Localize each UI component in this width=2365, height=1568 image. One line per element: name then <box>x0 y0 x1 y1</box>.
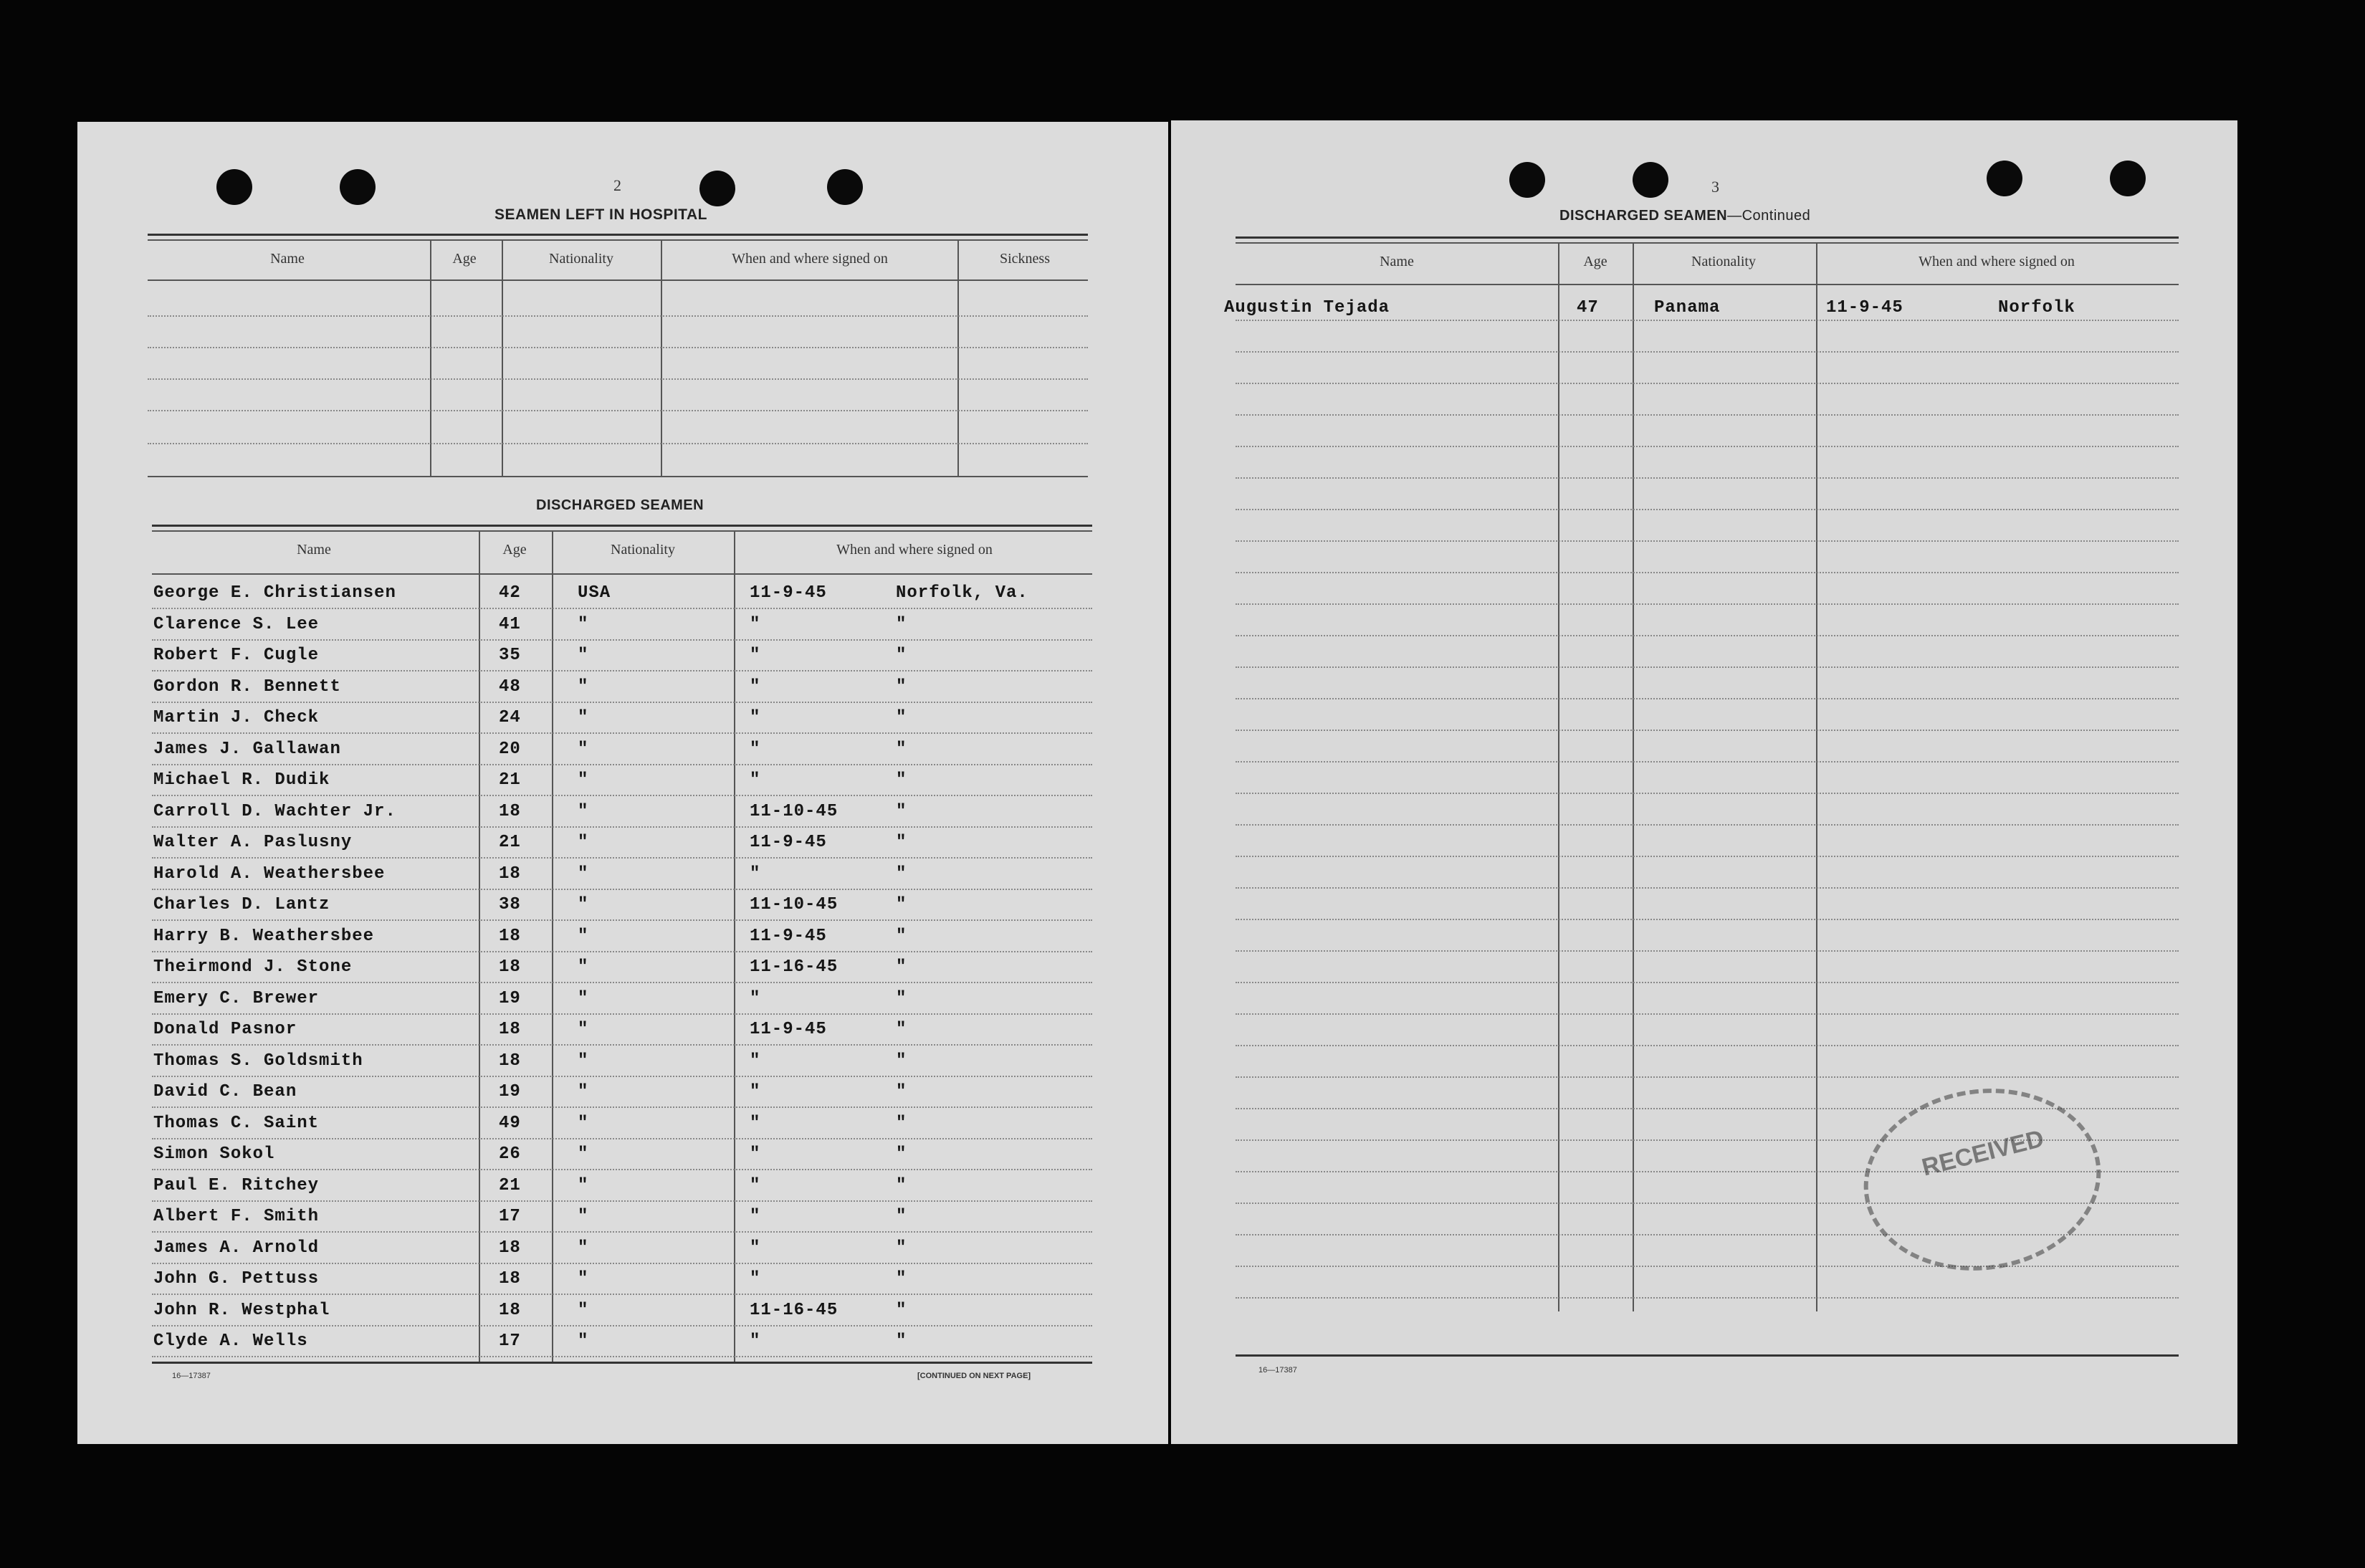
col-header-age: Age <box>452 251 477 267</box>
row-line <box>1236 1266 2179 1267</box>
date-cell: 11-9-45 <box>750 583 827 603</box>
row-line <box>1236 1045 2179 1046</box>
name-cell: Charles D. Lantz <box>153 895 330 914</box>
age-cell: 19 <box>499 1082 521 1101</box>
row-line <box>1236 793 2179 794</box>
age-cell: 24 <box>499 708 521 727</box>
nationality-cell: " <box>578 1300 589 1320</box>
row-line <box>1236 1076 2179 1078</box>
name-cell: Martin J. Check <box>153 708 320 727</box>
date-cell: 11-9-45 <box>750 926 827 946</box>
rule <box>957 241 959 477</box>
rule <box>152 1362 1092 1364</box>
row-line <box>152 1013 1092 1015</box>
punch-hole <box>827 169 863 205</box>
nationality-cell: " <box>578 614 589 634</box>
place-cell: " <box>896 1020 907 1039</box>
place-cell: " <box>896 895 907 914</box>
rule <box>148 279 1088 281</box>
row-line <box>1236 761 2179 763</box>
row-line <box>152 1325 1092 1326</box>
col-header-nationality: Nationality <box>549 251 613 267</box>
row-line <box>152 919 1092 921</box>
row-line <box>1236 320 2179 321</box>
nationality-cell: " <box>578 1020 589 1039</box>
place-cell: " <box>896 926 907 946</box>
name-cell: Harold A. Weathersbee <box>153 864 386 884</box>
col-header-name: Name <box>1380 254 1414 269</box>
place-cell: " <box>896 1207 907 1226</box>
col-header-signed-on: When and where signed on <box>836 542 993 558</box>
row-line <box>1236 887 2179 889</box>
row-line <box>152 1044 1092 1046</box>
nationality-cell: " <box>578 1269 589 1289</box>
row-line <box>148 443 1088 444</box>
row-line <box>152 1231 1092 1233</box>
name-cell: James A. Arnold <box>153 1238 320 1258</box>
rule <box>152 573 1092 575</box>
punch-hole <box>699 171 735 206</box>
nationality-cell: " <box>578 1332 589 1351</box>
place-cell: " <box>896 677 907 697</box>
age-cell: 18 <box>499 926 521 946</box>
place-cell: " <box>896 614 907 634</box>
nationality-cell: Panama <box>1654 298 1721 317</box>
heading-suffix: —Continued <box>1727 208 1811 224</box>
date-cell: " <box>750 770 761 790</box>
place-cell: " <box>896 1113 907 1133</box>
nationality-cell: " <box>578 988 589 1008</box>
name-cell: Simon Sokol <box>153 1144 275 1164</box>
nationality-cell: " <box>578 1144 589 1164</box>
name-cell: Carroll D. Wachter Jr. <box>153 801 396 821</box>
date-cell: " <box>750 988 761 1008</box>
col-header-name: Name <box>270 251 305 267</box>
row-line <box>148 347 1088 348</box>
rule <box>1236 242 2179 244</box>
row-line <box>152 1106 1092 1108</box>
punch-hole <box>1509 162 1545 198</box>
row-line <box>1236 1297 2179 1299</box>
received-stamp-text: RECEIVED <box>1919 1124 2047 1182</box>
place-cell: Norfolk, Va. <box>896 583 1028 603</box>
nationality-cell: USA <box>578 583 611 603</box>
row-line <box>152 1294 1092 1295</box>
row-line <box>1236 572 2179 573</box>
place-cell: " <box>896 1269 907 1289</box>
date-cell: " <box>750 614 761 634</box>
row-line <box>152 889 1092 890</box>
row-line <box>1236 351 2179 353</box>
place-cell: " <box>896 1332 907 1351</box>
row-line <box>1236 540 2179 542</box>
date-cell: " <box>750 1082 761 1101</box>
age-cell: 20 <box>499 739 521 759</box>
row-line <box>1236 698 2179 699</box>
form-number: 16—17387 <box>1258 1366 1297 1375</box>
rule <box>152 530 1092 532</box>
age-cell: 41 <box>499 614 521 634</box>
row-line <box>152 982 1092 983</box>
age-cell: 48 <box>499 677 521 697</box>
nationality-cell: " <box>578 646 589 665</box>
age-cell: 18 <box>499 1020 521 1039</box>
row-line <box>148 315 1088 317</box>
hospital-heading: SEAMEN LEFT IN HOSPITAL <box>494 206 707 223</box>
place-cell: " <box>896 739 907 759</box>
rule <box>661 241 662 477</box>
date-cell: " <box>750 1144 761 1164</box>
col-header-nationality: Nationality <box>1691 254 1756 269</box>
name-cell: Paul E. Ritchey <box>153 1175 320 1195</box>
name-cell: George E. Christiansen <box>153 583 396 603</box>
date-cell: " <box>750 646 761 665</box>
continued-note: [CONTINUED ON NEXT PAGE] <box>917 1372 1031 1380</box>
rule <box>430 241 431 477</box>
place-cell: " <box>896 646 907 665</box>
nationality-cell: " <box>578 770 589 790</box>
row-line <box>1236 603 2179 605</box>
form-number: 16—17387 <box>172 1372 211 1380</box>
place-cell: " <box>896 801 907 821</box>
place-cell: " <box>896 770 907 790</box>
date-cell: " <box>750 1175 761 1195</box>
nationality-cell: " <box>578 708 589 727</box>
rule <box>1236 1354 2179 1357</box>
date-cell: " <box>750 739 761 759</box>
nationality-cell: " <box>578 926 589 946</box>
row-line <box>1236 950 2179 952</box>
name-cell: Thomas S. Goldsmith <box>153 1051 363 1071</box>
age-cell: 21 <box>499 770 521 790</box>
name-cell: Gordon R. Bennett <box>153 677 341 697</box>
age-cell: 26 <box>499 1144 521 1164</box>
rule <box>552 532 553 1363</box>
place-cell: " <box>896 1300 907 1320</box>
place-cell: " <box>896 833 907 852</box>
row-line <box>152 608 1092 609</box>
rule <box>1236 236 2179 239</box>
age-cell: 18 <box>499 801 521 821</box>
col-header-signed-on: When and where signed on <box>732 251 888 267</box>
row-line <box>1236 477 2179 479</box>
place-cell: Norfolk <box>1998 298 2075 317</box>
age-cell: 21 <box>499 833 521 852</box>
nationality-cell: " <box>578 1207 589 1226</box>
nationality-cell: " <box>578 801 589 821</box>
discharged-continued-heading <box>1559 208 1810 224</box>
date-cell: " <box>750 864 761 884</box>
name-cell: Emery C. Brewer <box>153 988 320 1008</box>
name-cell: Harry B. Weathersbee <box>153 926 375 946</box>
age-cell: 38 <box>499 895 521 914</box>
row-line <box>1236 982 2179 983</box>
date-cell: " <box>750 677 761 697</box>
name-cell: James J. Gallawan <box>153 739 341 759</box>
rule <box>152 525 1092 527</box>
name-cell: Donald Pasnor <box>153 1020 297 1039</box>
name-cell: Robert F. Cugle <box>153 646 320 665</box>
row-line <box>152 1356 1092 1357</box>
row-line <box>152 1200 1092 1202</box>
nationality-cell: " <box>578 833 589 852</box>
place-cell: " <box>896 864 907 884</box>
date-cell: " <box>750 1238 761 1258</box>
row-line <box>1236 635 2179 636</box>
punch-hole <box>216 169 252 205</box>
date-cell: 11-9-45 <box>1826 298 1903 317</box>
age-cell: 18 <box>499 864 521 884</box>
row-line <box>152 1138 1092 1139</box>
punch-hole <box>1987 161 2022 196</box>
nationality-cell: " <box>578 957 589 977</box>
nationality-cell: " <box>578 1113 589 1133</box>
place-cell: " <box>896 988 907 1008</box>
name-cell: Walter A. Paslusny <box>153 833 353 852</box>
row-line <box>152 795 1092 796</box>
row-line <box>152 670 1092 671</box>
rule <box>148 476 1088 477</box>
page-number: 3 <box>1711 178 1719 196</box>
rule <box>1816 244 1817 1311</box>
punch-hole <box>340 169 376 205</box>
age-cell: 17 <box>499 1332 521 1351</box>
nationality-cell: " <box>578 739 589 759</box>
name-cell: David C. Bean <box>153 1082 297 1101</box>
col-header-age: Age <box>1583 254 1607 269</box>
col-header-signed-on: When and where signed on <box>1919 254 2075 269</box>
place-cell: " <box>896 708 907 727</box>
age-cell: 19 <box>499 988 521 1008</box>
date-cell: 11-9-45 <box>750 833 827 852</box>
name-cell: John R. Westphal <box>153 1300 330 1320</box>
punch-hole <box>2110 161 2146 196</box>
nationality-cell: " <box>578 1051 589 1071</box>
date-cell: " <box>750 1207 761 1226</box>
age-cell: 47 <box>1577 298 1599 317</box>
punch-hole <box>1633 162 1668 198</box>
row-line <box>152 857 1092 859</box>
rule <box>502 241 503 477</box>
age-cell: 18 <box>499 1269 521 1289</box>
rule <box>148 234 1088 236</box>
row-line <box>152 1263 1092 1264</box>
row-line <box>152 951 1092 952</box>
place-cell: " <box>896 1238 907 1258</box>
age-cell: 21 <box>499 1175 521 1195</box>
nationality-cell: " <box>578 895 589 914</box>
row-line <box>1236 509 2179 510</box>
col-header-name: Name <box>297 542 331 558</box>
row-line <box>152 1169 1092 1170</box>
name-cell: Thomas C. Saint <box>153 1113 320 1133</box>
row-line <box>152 764 1092 765</box>
place-cell: " <box>896 1144 907 1164</box>
nationality-cell: " <box>578 1238 589 1258</box>
date-cell: " <box>750 1113 761 1133</box>
age-cell: 18 <box>499 1051 521 1071</box>
rule <box>734 532 735 1363</box>
row-line <box>148 378 1088 380</box>
nationality-cell: " <box>578 1082 589 1101</box>
rule <box>148 239 1088 241</box>
name-cell: Michael R. Dudik <box>153 770 330 790</box>
row-line <box>152 702 1092 703</box>
date-cell: 11-16-45 <box>750 957 838 977</box>
row-line <box>152 826 1092 828</box>
discharged-heading: DISCHARGED SEAMEN <box>536 497 704 513</box>
name-cell: John G. Pettuss <box>153 1269 320 1289</box>
age-cell: 35 <box>499 646 521 665</box>
row-line <box>1236 414 2179 416</box>
place-cell: " <box>896 1082 907 1101</box>
row-line <box>152 732 1092 734</box>
age-cell: 18 <box>499 1238 521 1258</box>
row-line <box>1236 730 2179 731</box>
age-cell: 42 <box>499 583 521 603</box>
date-cell: " <box>750 1051 761 1071</box>
name-cell: Augustin Tejada <box>1224 298 1390 317</box>
date-cell: " <box>750 1269 761 1289</box>
date-cell: 11-9-45 <box>750 1020 827 1039</box>
nationality-cell: " <box>578 1175 589 1195</box>
date-cell: " <box>750 708 761 727</box>
name-cell: Albert F. Smith <box>153 1207 320 1226</box>
row-line <box>1236 1013 2179 1015</box>
rule <box>1633 244 1634 1311</box>
row-line <box>1236 666 2179 668</box>
row-line <box>1236 824 2179 826</box>
age-cell: 18 <box>499 957 521 977</box>
row-line <box>152 1076 1092 1077</box>
row-line <box>1236 446 2179 447</box>
row-line <box>1236 856 2179 857</box>
heading-main: DISCHARGED SEAMEN <box>1559 208 1728 224</box>
age-cell: 18 <box>499 1300 521 1320</box>
name-cell: Theirmond J. Stone <box>153 957 353 977</box>
date-cell: 11-16-45 <box>750 1300 838 1320</box>
col-header-nationality: Nationality <box>611 542 675 558</box>
rule <box>1236 284 2179 285</box>
date-cell: " <box>750 1332 761 1351</box>
name-cell: Clyde A. Wells <box>153 1332 308 1351</box>
col-header-age: Age <box>502 542 527 558</box>
page-number: 2 <box>613 176 621 194</box>
place-cell: " <box>896 1175 907 1195</box>
nationality-cell: " <box>578 864 589 884</box>
col-header-sickness: Sickness <box>1000 251 1050 267</box>
age-cell: 49 <box>499 1113 521 1133</box>
rule <box>1558 244 1559 1311</box>
date-cell: 11-10-45 <box>750 801 838 821</box>
row-line <box>1236 383 2179 384</box>
date-cell: 11-10-45 <box>750 895 838 914</box>
rule <box>479 532 480 1363</box>
row-line <box>152 639 1092 641</box>
row-line <box>148 410 1088 411</box>
name-cell: Clarence S. Lee <box>153 614 320 634</box>
place-cell: " <box>896 957 907 977</box>
nationality-cell: " <box>578 677 589 697</box>
place-cell: " <box>896 1051 907 1071</box>
age-cell: 17 <box>499 1207 521 1226</box>
row-line <box>1236 919 2179 920</box>
